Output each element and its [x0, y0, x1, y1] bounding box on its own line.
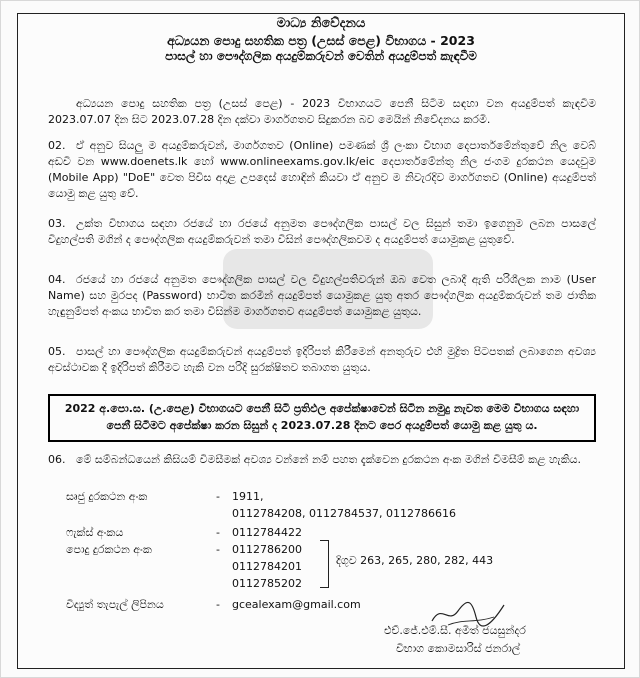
email-dash: -	[216, 598, 220, 611]
header-title: මාධ්‍ය නිවේදනය	[276, 16, 366, 31]
paragraph-04: 04. රජයේ හා රජයේ අනුමත පෞද්ගලික පාසල් වල විදුහල්පතිවරුන් ඔබ වෙත ලබාදී ඇති පරිශීලක නාම (User Name) සහ මුරපද (Password) භාවිත කරමින් අයදුම්පත් යොමුකළ යුතු අතර පෞද්ගලික අයදුම්කරුවන් තම ජාතික හැඳුනුම්පත් අංකය භාවිත කර තමා විසින්ම මාර්ගගතව අයදුම්පත් යොමුකළ යුතුය.	[48, 273, 596, 318]
general-phone-label: පොදු දුරකථන අංක	[66, 543, 152, 556]
paragraph-06: 06. මේ සම්බන්ධයෙන් කිසියම් විමසීමක් අවශ්‍ය වන්නේ නම් පහත දැක්වෙන දුරකථන අංක මගින් විමසීම් කළ හැකිය.	[48, 453, 582, 466]
general-phone-3: 0112785202	[232, 577, 302, 590]
general-phone-1: 0112786200	[232, 543, 302, 556]
hotline-label: සෘජු දුරකථන අංක	[66, 490, 148, 503]
extension-brace	[320, 540, 329, 588]
email-address: gcealexam@gmail.com	[232, 598, 361, 611]
phone-extensions: දිගුව 263, 265, 280, 282, 443	[336, 554, 494, 567]
paragraph-03: 03. උක්ත විභාගය සඳහා රජයේ හා රජයේ අනුමත පෞද්ගලික පාසල් වල සිසුන් තමා ඉගෙනුම ලබන පාසලේ විදුහල්පති මගින් ද පෞද්ගලික අයදුම්කරුවන් තමා විසින් පෞද්ගලිකවම ද අයදුම්පත් යොමුකළ යුතුවේ.	[48, 217, 596, 246]
fax-number: 0112784422	[232, 526, 302, 539]
signatory-name: එච්.ජේ.එම්.සී. අමිත් ජයසුන්දර	[384, 624, 526, 637]
paragraph-05: 05. පාසල් හා පෞද්ගලික අයදුම්කරුවන් අයදුම්පත් ඉදිරිපත් කිරීමෙන් අනතුරුව එහි මුද්‍රිත පිටපතක් ලබාගෙන අවශ්‍ය අවස්ථාවක දී ඉදිරිපත් කිරීමට හැකි වන පරිදි සුරක්ෂිතව තබාගත යුතුය.	[48, 345, 596, 374]
hotline-dash: -	[216, 490, 220, 503]
header-subtitle: පාසල් හා පෞද්ගලික අයදුම්කරුවන් වෙතින් අයදුම්පත් කැඳවීම	[165, 49, 477, 63]
paragraph-02: 02. ඒ අනුව සියලු ම අයදුම්කරුවන්, මාර්ගගතව (Online) පමණක් ශ්‍රී ලංකා විභාග දෙපාර්තමේන්තුවේ නිල වෙබ් අඩවි වන www.doenets.lk හෝ www.onlineexams.gov.lk/eic දෙපාර්තමේන්තු නිල ජංගම දුරකථන යෙදවුම (Mobile App) "DoE" වෙත පිවිස අදාළ උපදෙස් හොඳින් කියවා ඒ අනුව ම නිවැරදිව මාර්ගගතව (Online) අයදුම්පත් යොමු කළ යුතු වේ.	[48, 139, 596, 200]
hotline-number-1: 1911,	[232, 490, 264, 503]
fax-dash: -	[216, 526, 220, 539]
hotline-numbers: 0112784208, 0112784537, 0112786616	[232, 507, 456, 520]
general-phone-2: 0112784201	[232, 560, 302, 573]
paragraph-intro: අධ්‍යයන පොදු සහතික පත්‍ර (උසස් පෙළ) - 2023 විභාගයට පෙනී සිටීම සඳහා වන අයදුම්පත් කැඳවීම 2023.07.07 දින සිට 2023.07.28 දින දක්වා මාර්ගගතව සිදුකරන බව මෙයින් නිවේදනය කරමි.	[48, 97, 596, 126]
signatory-title: විභාග කොමසාරිස් ජනරාල්	[396, 642, 521, 655]
general-phone-dash: -	[216, 543, 220, 556]
press-release-document	[17, 13, 625, 669]
email-label: විද්‍යුත් තැපැල් ලිපිනය	[66, 598, 164, 611]
notice-box: 2022 අ.පො.ස. (උ.පෙළ) විභාගයට පෙනී සිටි ප්‍රතිඵල අපේක්ෂාවෙන් සිටින නමුදු නැවත මෙම විභාගය සඳහා පෙනී සිටීමට අපේක්ෂා කරන සිසුන් ද 2023.07.28 දිනට පෙර අයදුම්පත් යොමු කළ යුතු ය.	[48, 394, 596, 442]
header-exam-name: අධ්‍යයන පොදු සහතික පත්‍ර (උසස් පෙළ) විභාගය - 2023	[167, 33, 475, 48]
fax-label: ෆැක්ස් අංකය	[66, 526, 124, 539]
